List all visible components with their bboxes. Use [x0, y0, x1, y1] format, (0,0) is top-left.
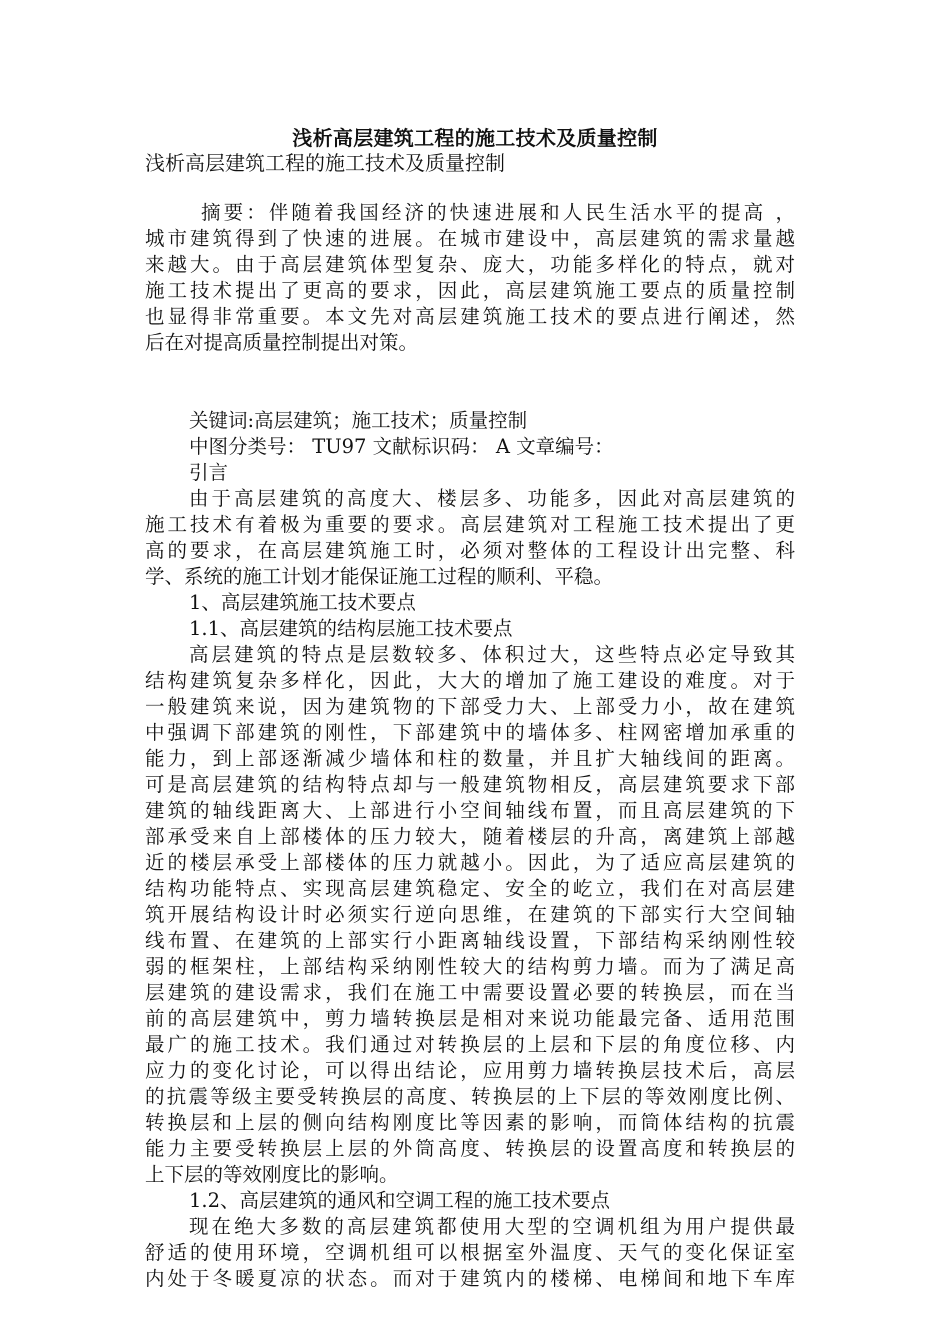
- text-line: 转换层和上层的侧向结构刚度比等因素的影响，而筒体结构的抗震: [145, 1111, 795, 1134]
- document-body: [145, 200, 795, 1292]
- text-line: 一般建筑来说，因为建筑物的下部受力大、上部受力小，故在建筑: [145, 695, 795, 718]
- text-line: 建筑的轴线距离大、上部进行小空间轴线布置，而且高层建筑的下: [145, 799, 795, 822]
- text-line: 高层建筑的特点是层数较多、体积过大，这些特点必定导致其: [189, 643, 795, 666]
- text-line: 内处于冬暖夏凉的状态。而对于建筑内的楼梯、电梯间和地下车库: [145, 1267, 795, 1290]
- text-line: 线布置、在建筑的上部实行小距离轴线设置，下部结构采纳刚性较: [145, 929, 795, 952]
- text-line: 1.2、高层建筑的通风和空调工程的施工技术要点: [189, 1189, 611, 1212]
- text-line: 中强调下部建筑的刚性，下部建筑中的墙体多、柱网密增加承重的: [145, 721, 795, 744]
- text-line: 施工技术有着极为重要的要求。高层建筑对工程施工技术提出了更: [145, 513, 795, 536]
- text-line: 前的高层建筑中，剪力墙转换层是相对来说功能最完备、适用范围: [145, 1007, 795, 1030]
- text-line: 施工技术提出了更高的要求，因此，高层建筑施工要点的质量控制: [145, 279, 795, 302]
- text-line: 上下层的等效刚度比的影响。: [145, 1163, 399, 1186]
- text-line: 关键词:高层建筑；施工技术；质量控制: [189, 409, 528, 432]
- text-line: 也显得非常重要。本文先对高层建筑施工技术的要点进行阐述，然: [145, 305, 795, 328]
- text-line: 可是高层建筑的结构特点却与一般建筑物相反，高层建筑要求下部: [145, 773, 795, 796]
- text-line: 结构功能特点、实现高层建筑稳定、安全的屹立，我们在对高层建: [145, 877, 795, 900]
- blank-line: [145, 382, 795, 408]
- text-line: 弱的框架柱，上部结构采纳刚性较大的结构剪力墙。而为了满足高: [145, 955, 795, 978]
- document-subtitle: 浅析高层建筑工程的施工技术及质量控制: [145, 151, 505, 175]
- text-line: 近的楼层承受上部楼体的压力就越小。因此，为了适应高层建筑的: [145, 851, 795, 874]
- text-line: 最广的施工技术。我们通过对转换层的上层和下层的角度位移、内: [145, 1033, 795, 1056]
- text-line: 引言: [189, 461, 229, 484]
- text-line: 能力主要受转换层上层的外筒高度、转换层的设置高度和转换层的: [145, 1137, 795, 1160]
- document-title: 浅析高层建筑工程的施工技术及质量控制: [292, 126, 658, 150]
- text-line: 中图分类号： TU97 文献标识码： A 文章编号：: [189, 435, 614, 458]
- text-line: 部承受来自上部楼体的压力较大，随着楼层的升高，离建筑上部越: [145, 825, 795, 848]
- text-line: 的抗震等级主要受转换层的高度、转换层的上下层的等效刚度比例、: [145, 1085, 795, 1108]
- text-line: 舒适的使用环境，空调机组可以根据室外温度、天气的变化保证室: [145, 1241, 795, 1264]
- text-line: 由于高层建筑的高度大、楼层多、功能多，因此对高层建筑的: [189, 487, 795, 510]
- text-line: 高的要求，在高层建筑施工时，必须对整体的工程设计出完整、科: [145, 539, 795, 562]
- text-line: 城市建筑得到了快速的进展。在城市建设中，高层建筑的需求量越: [145, 227, 795, 250]
- text-line: 后在对提高质量控制提出对策。: [145, 331, 419, 354]
- text-line: 1.1、高层建筑的结构层施工技术要点: [189, 617, 513, 640]
- text-line: 学、系统的施工计划才能保证施工过程的顺利、平稳。: [145, 565, 614, 588]
- text-line: 层建筑的建设需求，我们在施工中需要设置必要的转换层，而在当: [145, 981, 795, 1004]
- text-line: 来越大。由于高层建筑体型复杂、庞大，功能多样化的特点，就对: [145, 253, 795, 276]
- text-line: 应力的变化讨论，可以得出结论，应用剪力墙转换层技术后，高层: [145, 1059, 795, 1082]
- blank-line: [145, 356, 795, 382]
- text-line: 筑开展结构设计时必须实行逆向思维，在建筑的下部实行大空间轴: [145, 903, 795, 926]
- text-line: 现在绝大多数的高层建筑都使用大型的空调机组为用户提供最: [189, 1215, 795, 1238]
- text-line: 摘要：伴随着我国经济的快速进展和人民生活水平的提高 ，: [201, 201, 795, 224]
- text-line: 结构建筑复杂多样化，因此，大大的增加了施工建设的难度。对于: [145, 669, 795, 692]
- text-line: 1、高层建筑施工技术要点: [189, 591, 416, 614]
- text-line: 能力，到上部逐渐减少墙体和柱的数量，并且扩大轴线间的距离。: [145, 747, 795, 770]
